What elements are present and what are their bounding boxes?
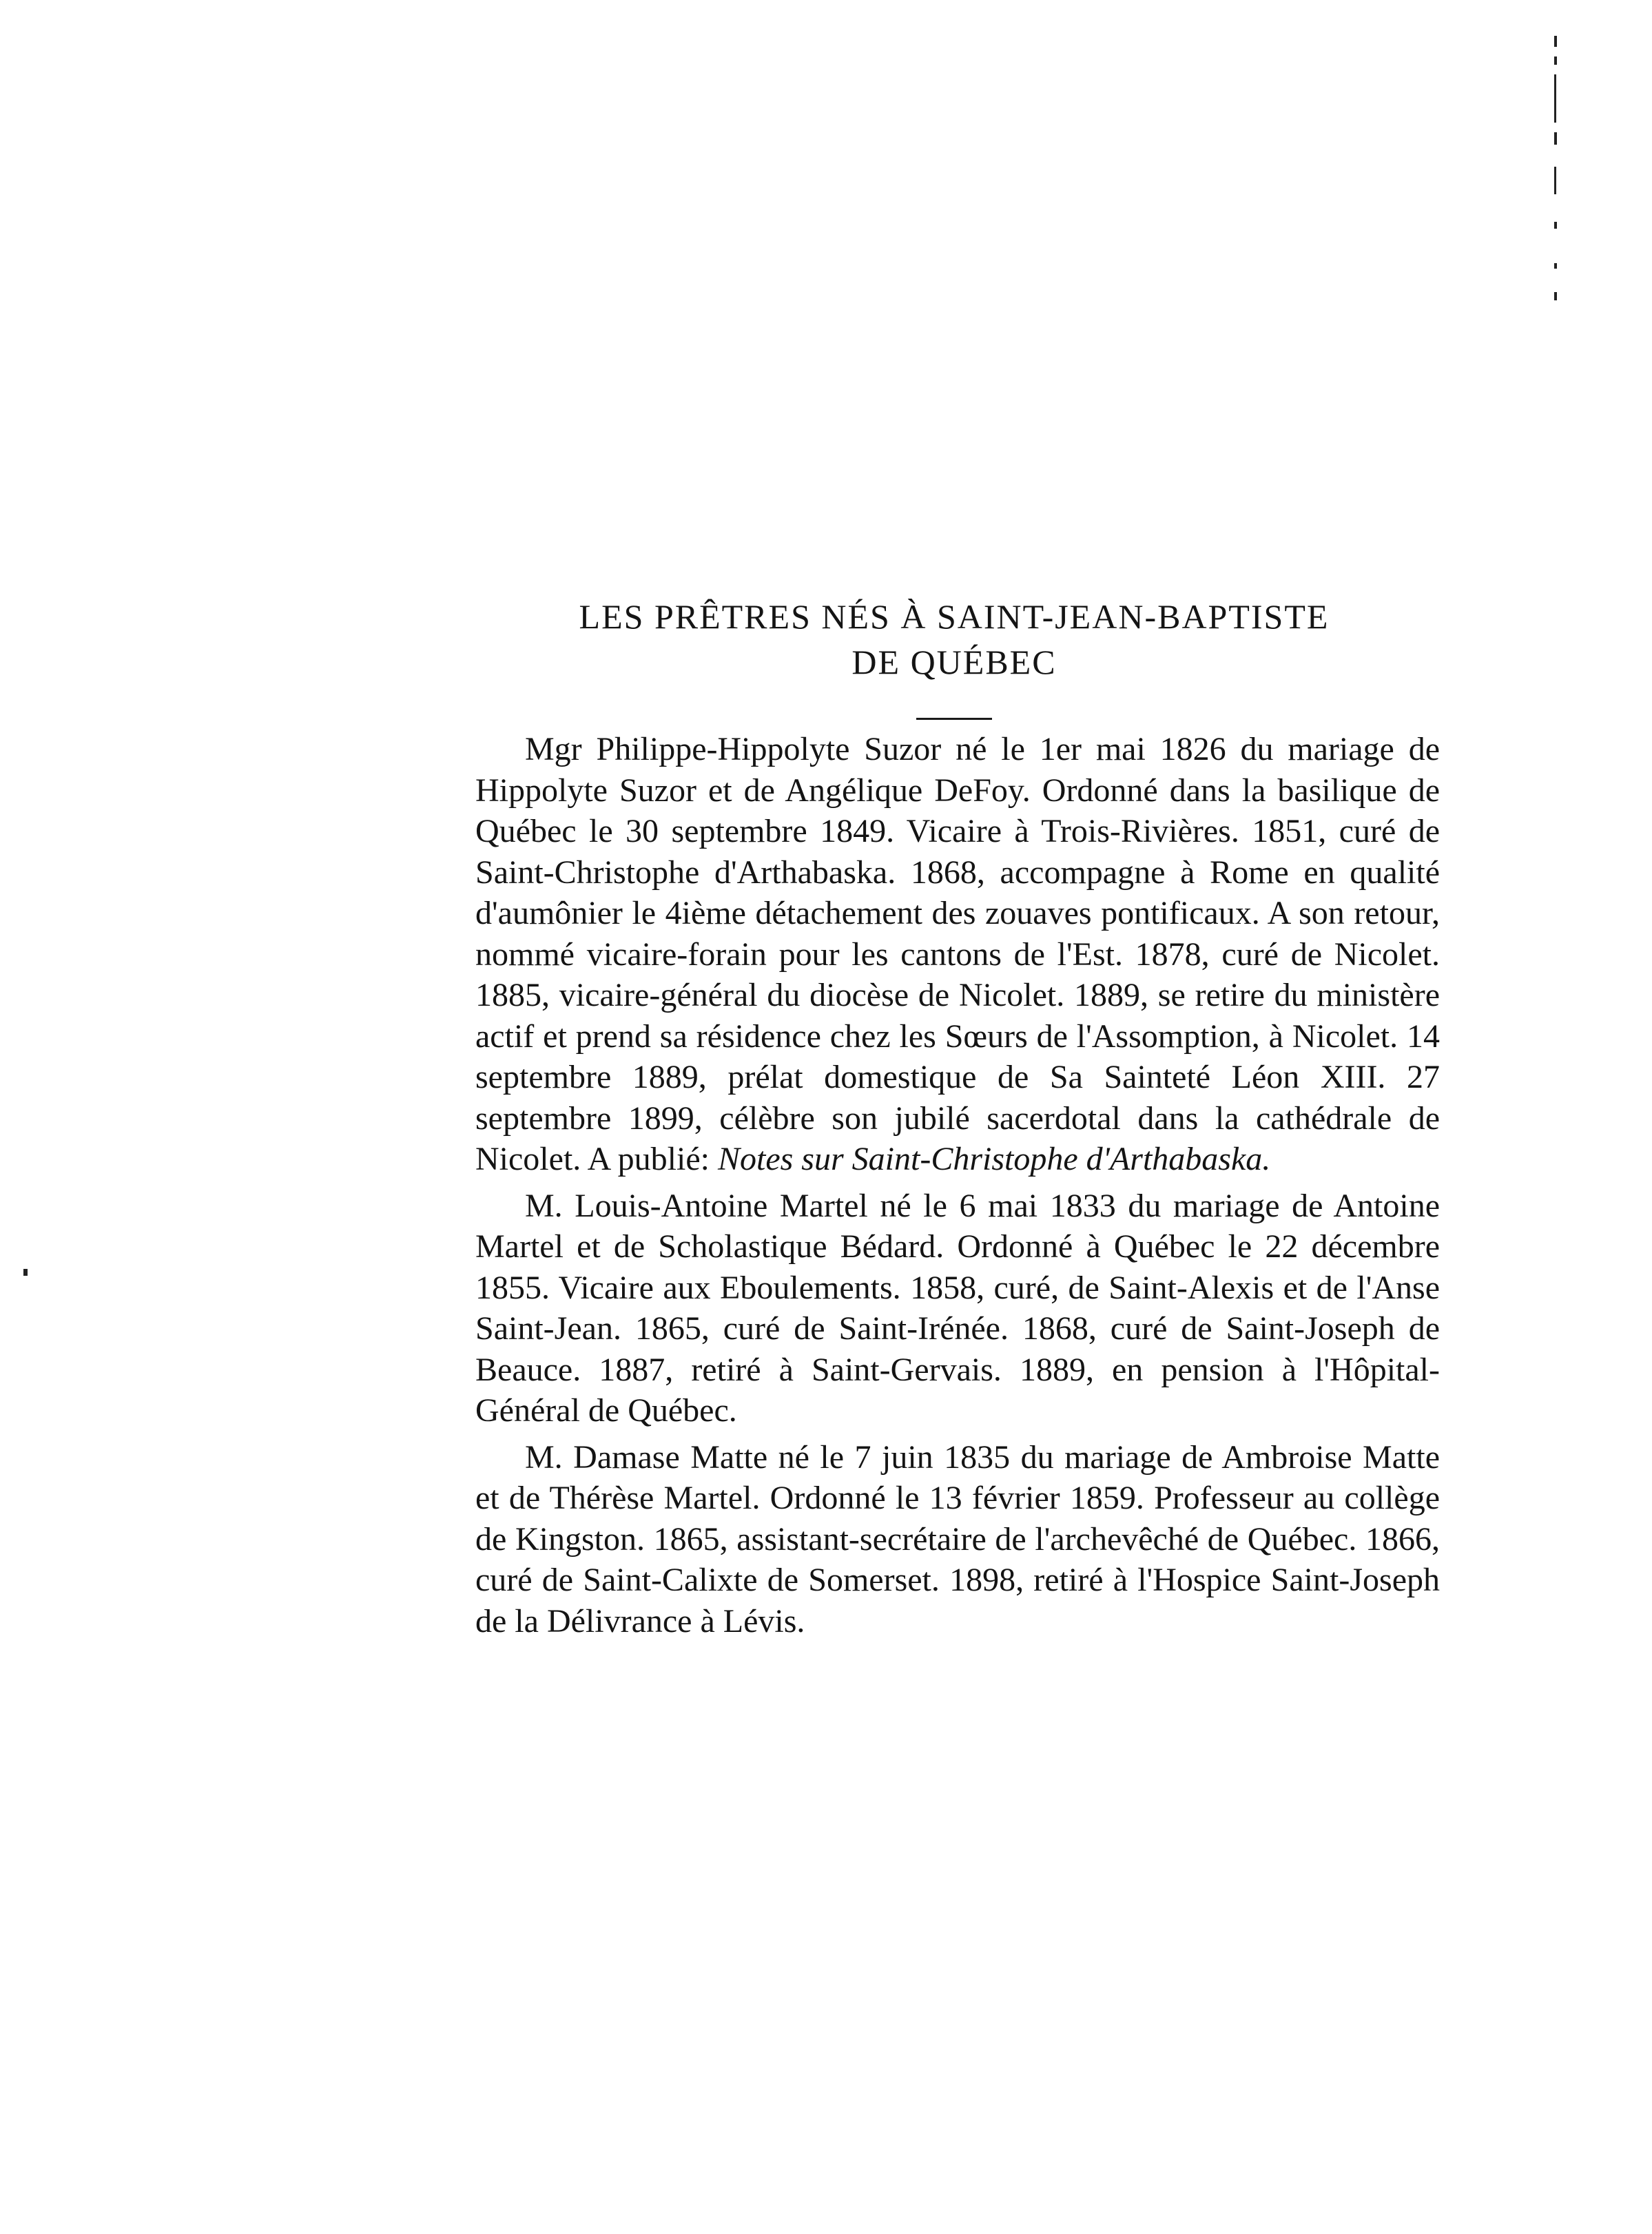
entry-suzor	[475, 729, 1440, 1180]
entry-martel-text: M. Louis-Antoine Martel né le 6 mai 1833 du mariage de Antoine Martel et de Scholastique Bédard. Ordonné à Québec le 22 décembre 1855. Vicaire aux Eboulements. 1858, curé, de Saint-Alexis et de l'Anse Saint-Jean. 1865, curé de Saint-Irénée. 1868, curé de Saint-Joseph de Beauce. 1887, retiré à Saint-Gervais. 1889, en pension à l'Hôpital-Général de Québec.	[475, 1187, 1440, 1429]
entry-matte-text: M. Damase Matte né le 7 juin 1835 du mariage de Ambroise Matte et de Thérèse Martel. Ordonné le 13 février 1859. Professeur au collège de Kingston. 1865, assistant-secrétaire de l'archevêché de Québec. 1866, curé de Saint-Calixte de Somerset. 1898, retiré à l'Hospice Saint-Joseph de la Délivrance à Lévis.	[475, 1438, 1440, 1640]
page-title	[468, 594, 1440, 720]
title-line-2: DE QUÉBEC	[851, 643, 1057, 681]
entry-suzor-publication: Notes sur Saint-Christophe d'Arthabaska.	[717, 1141, 1271, 1177]
title-rule	[916, 718, 992, 720]
entry-suzor-text: Mgr Philippe-Hippolyte Suzor né le 1er mai 1826 du mariage de Hippolyte Suzor et de Angélique DeFoy. Ordonné dans la basilique de Québec le 30 septembre 1849. Vicaire à Trois-Rivières. 1851, curé de Saint-Christophe d'Arthabaska. 1868, accompagne à Rome en qualité d'aumônier le 4ième détachement des zouaves pontificaux. A son retour, nommé vicaire-forain pour les cantons de l'Est. 1878, curé de Nicolet. 1885, vicaire-général du diocèse de Nicolet. 1889, se retire du ministère actif et prend sa résidence chez les Sœurs de l'Assomption, à Nicolet. 14 septembre 1889, prélat domestique de Sa Sainteté Léon XIII. 27 septembre 1899, célèbre son jubilé sacerdotal dans la cathédrale de Nicolet. A publié:	[475, 731, 1440, 1177]
title-line-1: LES PRÊTRES NÉS À SAINT-JEAN-BAPTISTE	[579, 597, 1330, 636]
scan-speck	[23, 1269, 28, 1276]
entry-martel	[475, 1186, 1440, 1431]
body-text	[475, 729, 1440, 1647]
entry-matte	[475, 1437, 1440, 1642]
scan-edge-marks	[1549, 36, 1562, 311]
